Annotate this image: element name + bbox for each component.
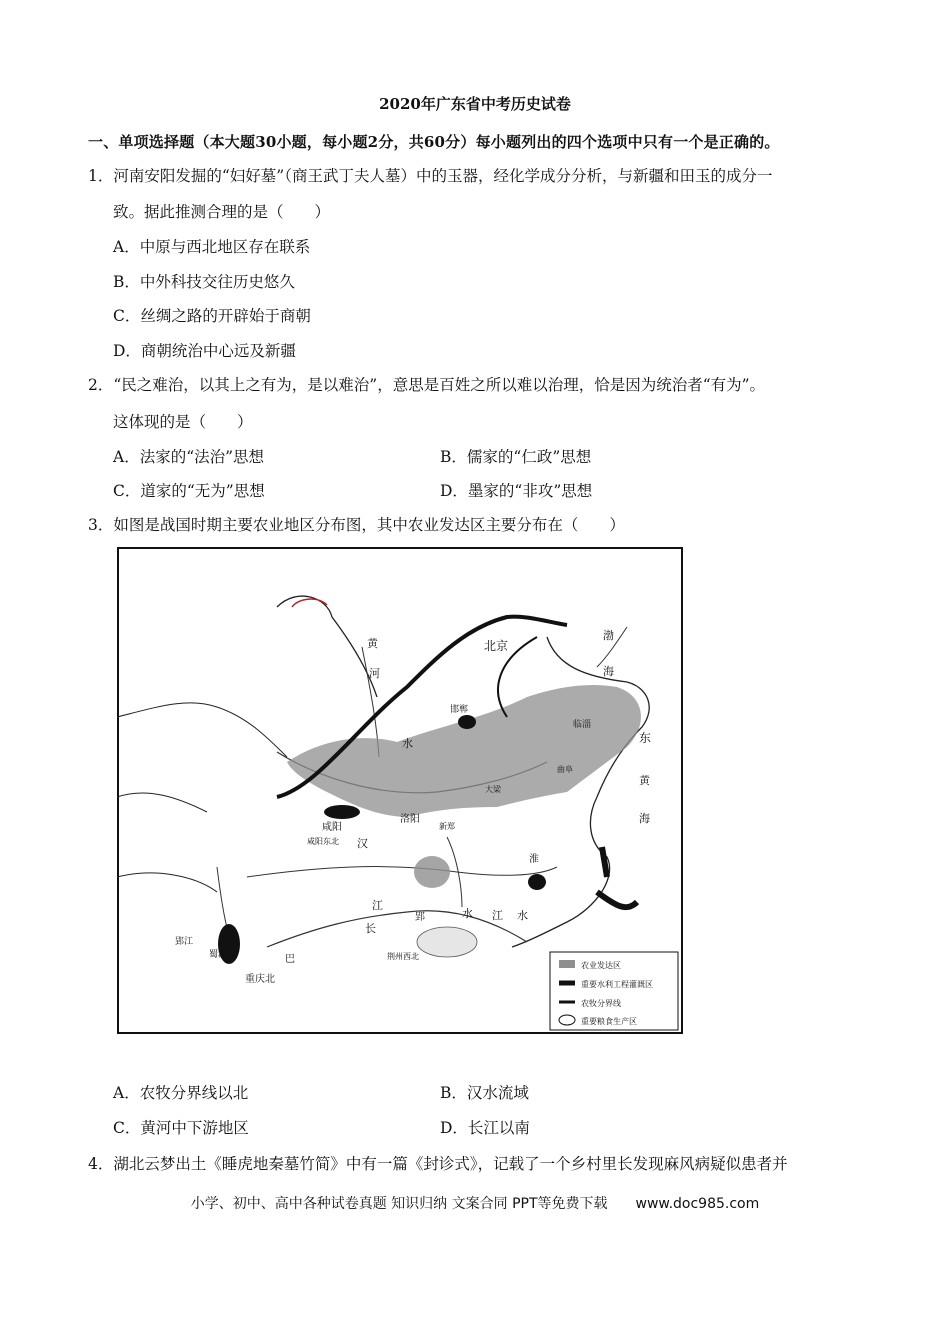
map-label-jingzhou-xibei: 荆州西北 xyxy=(387,952,419,961)
legend-irrigation: 重要水利工程灌溉区 xyxy=(581,980,653,989)
section-heading: 一、单项选择题（本大题30小题，每小题2分，共60分）每小题列出的四个选项中只有一个是正确的。 xyxy=(88,133,780,151)
map-label-xianyang-dongbei: 咸阳东北 xyxy=(307,837,339,846)
warring-states-agriculture-map xyxy=(117,547,683,1034)
map-label-huang-sea: 黄 xyxy=(639,774,650,787)
map-label-shui: 水 xyxy=(462,907,473,920)
map-label-jiang: 江 xyxy=(372,899,383,912)
map-label-chongqing-bei: 重庆北 xyxy=(245,974,275,985)
question-2-stem-line2: 这体现的是（ ） xyxy=(113,413,253,431)
legend-agri-developed: 农业发达区 xyxy=(581,961,621,970)
map-legend xyxy=(550,952,678,1030)
map-label-xinzheng: 新郑 xyxy=(439,822,455,831)
map-label-shui-east: 水 xyxy=(517,909,528,922)
legend-grain: 重要粮食生产区 xyxy=(581,1017,637,1026)
map-label-shujun: 蜀郡 xyxy=(209,950,228,960)
map-label-yingjiang: 郢江 xyxy=(175,937,194,947)
map-label-han: 汉 xyxy=(357,837,368,850)
question-4-stem: 4．湖北云梦出土《睡虎地秦墓竹简》中有一篇《封诊式》，记载了一个乡村里长发现麻风病疑似患者并 xyxy=(88,1155,788,1173)
map-label-chang: 长 xyxy=(365,922,376,935)
map-label-handan: 邯郸 xyxy=(450,705,469,715)
map-label-he: 河 xyxy=(369,667,380,680)
question-2-option-a: A．法家的“法治”思想 xyxy=(113,448,265,466)
map-label-jiang-east: 江 xyxy=(492,909,503,922)
question-2-option-d: D．墨家的“非攻”思想 xyxy=(440,482,593,500)
question-1-stem-line1: 1．河南安阳发掘的“妇好墓”（商王武丁夫人墓）中的玉器，经化学成分分析，与新疆和田玉的成分一 xyxy=(88,167,773,185)
map-label-linzi: 临淄 xyxy=(573,720,592,730)
question-1-stem-line2: 致。据此推测合理的是（ ） xyxy=(113,203,331,221)
question-1-option-b: B．中外科技交往历史悠久 xyxy=(113,273,295,291)
legend-boundary: 农牧分界线 xyxy=(581,999,621,1008)
page-title: 2020年广东省中考历史试卷 xyxy=(379,95,571,113)
question-3-stem: 3．如图是战国时期主要农业地区分布图，其中农业发达区主要分布在（ ） xyxy=(88,516,625,534)
question-3-option-b: B．汉水流域 xyxy=(440,1084,529,1102)
map-label-qufu: 曲阜 xyxy=(557,765,573,774)
question-1-option-a: A．中原与西北地区存在联系 xyxy=(113,238,311,256)
question-3-option-a: A．农牧分界线以北 xyxy=(113,1084,249,1102)
question-2-option-b: B．儒家的“仁政”思想 xyxy=(440,448,592,466)
map-label-hai-bo: 海 xyxy=(603,665,614,678)
map-label-huai: 淮 xyxy=(529,854,539,865)
map-label-dong: 东 xyxy=(639,731,652,745)
question-3-option-d: D．长江以南 xyxy=(440,1119,530,1137)
question-3-option-c: C．黄河中下游地区 xyxy=(113,1119,249,1137)
map-label-xianyang: 咸阳 xyxy=(322,822,342,833)
map-label-ba: 巴 xyxy=(285,954,295,965)
map-label-bo: 渤 xyxy=(603,629,614,642)
question-2-option-c: C．道家的“无为”思想 xyxy=(113,482,265,500)
question-1-option-d: D．商朝统治中心远及新疆 xyxy=(113,342,296,360)
map-label-hai: 海 xyxy=(639,812,650,825)
map-label-ying: 郢 xyxy=(415,912,425,923)
map-label-huang: 黄 xyxy=(367,637,378,650)
map-label-luoyang: 洛阳 xyxy=(400,814,420,825)
map-label-beijing: 北京 xyxy=(484,639,509,653)
question-1-option-c: C．丝绸之路的开辟始于商朝 xyxy=(113,307,311,325)
page-footer: 小学、初中、高中各种试卷真题 知识归纳 文案合同 PPT等免费下载 www.doc985.com xyxy=(190,1196,760,1212)
map-label-daliang: 大梁 xyxy=(485,785,501,794)
map-label-shui-north: 水 xyxy=(402,737,413,750)
question-2-stem-line1: 2．“民之难治，以其上之有为，是以难治”，意思是百姓之所以难以治理，恰是因为统治者“有为”。 xyxy=(88,376,766,394)
